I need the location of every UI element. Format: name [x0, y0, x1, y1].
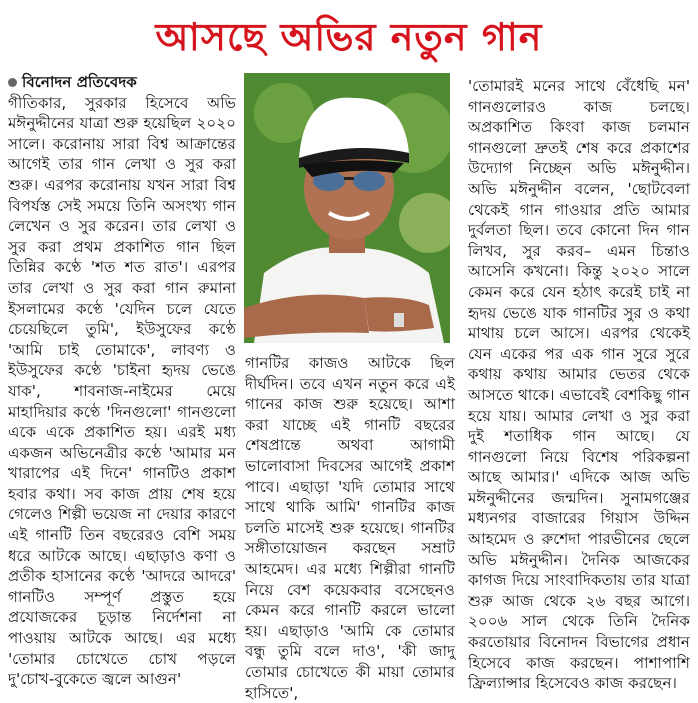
portrait-image: [244, 73, 450, 343]
byline-text: বিনোদন প্রতিবেদক: [22, 73, 137, 91]
column-1-text: গীতিকার, সুরকার হিসেবে অভি মঈনুদ্দীনের যাত্রা শুরু হয়েছিল ২০২০ সালে। করোনায় সারা বিশ্ব আক্রান্তের আগেই তার গান লেখা ও সুর করা শুরু। এরপর করোনায় যখন সারা বিশ্ব বিপর্যস্ত সেই সময়ে তিনি অসংখ্য গান লেখেন ও সুর করেন। তার লেখা ও সুর করা প্রথম প্রকাশিত গান ছিল তিন্নির কণ্ঠে 'শত শত রাত'। এরপর তার লেখা ও সুর করা গান রুমানা ইসলামের কণ্ঠে 'যেদিন চলে যেতে চেয়েছিলে তুমি', ইউসুফের কণ্ঠে 'আমি চাই তোমাকে', লাবণ্য ও ইউসুফের কণ্ঠে 'চাইনা হৃদয় ভেঙে যাক', শাবনাজ-নাইমের মেয়ে মাহাদিয়ার কণ্ঠে 'দিনগুলো' গানগুলো একে একে প্রকাশিত হয়। এরই মধ্য একজন অভিনেত্রীর কণ্ঠে 'আমার মন খারাপের এই দিনে' গানটিও প্রকাশ হবার কথা। সব কাজ প্রায় শেষ হয়ে গেলেও শিল্পী ভয়েজ না দেয়ার কারণে এই গানটি তিন বছরেরও বেশি সময় ধরে আটকে আছে। এছাড়াও কণা ও প্রতীক হাসানের কণ্ঠে 'আদরে আদরে' গানটিও সম্পূর্ণ প্রস্তুত হয়ে প্রযোজকের চূড়ান্ত নির্দেশনা না পাওয়ায় আটকে আছে। এর মধ্যে 'তোমার চোখেতে চোখ পড়লে দু'চোখ-বুকেতে জ্বলে আগুন': [8, 93, 236, 689]
byline: [8, 72, 236, 93]
article-column-1: [8, 72, 236, 690]
article-column-3: 'তোমারই মনের সাথে বেঁধেছি মন' গানগুলোরও কাজ চলছে। অপ্রকাশিত কিংবা কাজ চলমান গানগুলো দ্রুতই শেষ করে প্রকাশের উদ্যোগ নিচ্ছেন অভি মঈনুদ্দীন। অভি মঈনুদ্দীন বলেন, 'ছোটবেলা থেকেই গান গাওয়ার প্রতি আমার দুর্বলতা ছিল। তবে কোনো দিন গান লিখব, সুর করব– এমন চিন্তাও আসেনি কখনো। কিন্তু ২০২০ সালে কেমন করে যেন হঠাৎ করেই চাই না হৃদয় ভেঙে যাক গানটির সুর ও কথা মাথায় চলে আসে। এরপর থেকেই যেন একের পর এক গান সুরে সুরে কথায় কথায় আমার ভেতর থেকে আসতে থাকে। এভাবেই বেশকিছু গান হয়ে যায়। আমার লেখা ও সুর করা দুই শতাধিক গান আছে। যে গানগুলো নিয়ে বিশেষ পরিকল্পনা আছে আমার।' এদিকে আজ অভি মঈনুদ্দীনের জন্মদিন। সুনামগঞ্জের মধ্যনগর বাজারের গিয়াস উদ্দিন আহমেদ ও রুশেদা পারভীনের ছেলে অভি মঈনুদ্দীন। দৈনিক আজকের কাগজ দিয়ে সাংবাদিকতায় তার যাত্রা শুরু আজ থেকে ২৬ বছর আগে। ২০০৬ সাল থেকে তিনি দৈনিক করতোয়ার বিনোদন বিভাগের প্রধান হিসেবে কাজ করছেন। পাশাপাশি ফ্রিল্যান্সার হিসেবেও কাজ করছেন।: [468, 77, 690, 693]
headline: আসছে অভির নতুন গান: [155, 15, 543, 59]
article-photo: [244, 73, 450, 343]
article-column-2: গানটির কাজও আটকে ছিল দীর্ঘদিন। তবে এখন নতুন করে এই গানের কাজ শুরু হয়েছে। আশা করা যাচ্ছে এই গানটি বছরের শেষপ্রান্তে অথবা আগামী ভালোবাসা দিবসের আগেই প্রকাশ পাবে। এছাড়া 'যদি তোমার সাথে সাথে থাকি আমি' গানটির কাজ চলতি মাসেই শুরু হয়েছে। গানটির সঙ্গীতায়োজন করছেন সম্রাট আহমেদ। এর মধ্যে শিল্পীরা গানটি নিয়ে বেশ কয়েকবার বসেছেনও কেমন করে গানটি করলে ভালো হয়। এছাড়াও 'আমি কে তোমার বন্ধু তুমি বলে দাও', 'কী জাদু তোমার চোখেতে কী মায়া তোমার হাসিতে',: [245, 354, 455, 702]
bullet-icon: [8, 78, 17, 87]
